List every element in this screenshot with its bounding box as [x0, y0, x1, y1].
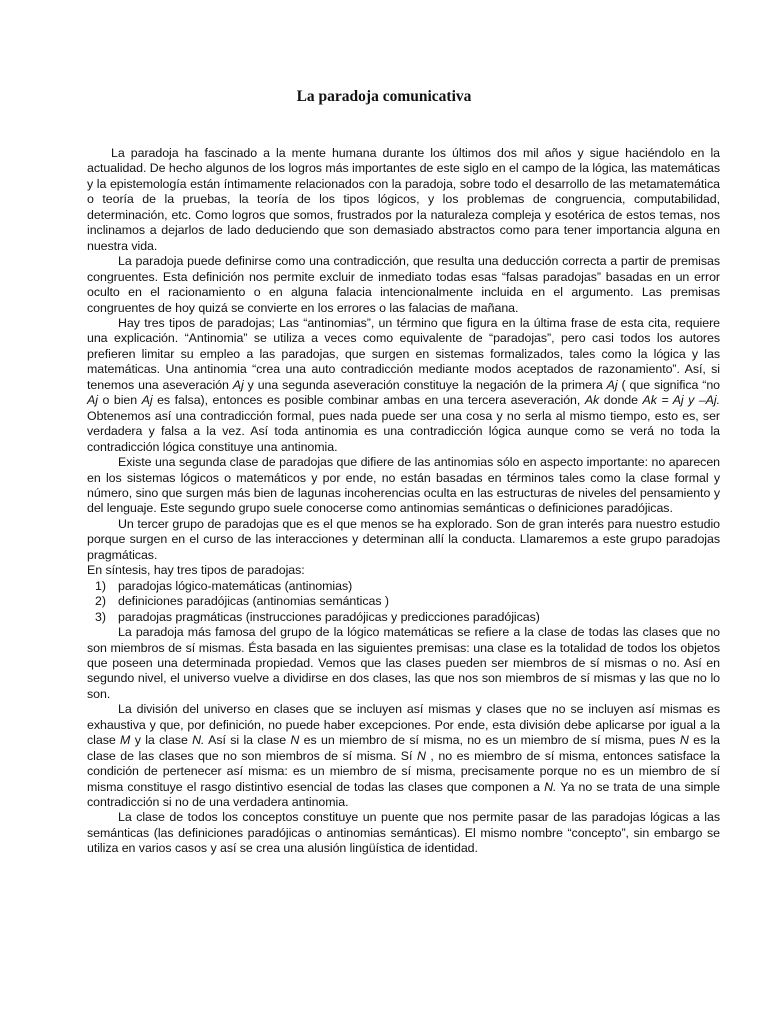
text-span: Ya no se trata de una simple contradicción si no de una verdadera antinomia.: [87, 779, 720, 810]
text-span: , no es miembro de sí misma, entonces satisface la condición de pertenecer así misma: es un miembro de sí misma, precisamente porque no es un miembro de sí misma constituye el rasgo distintivo esencial de todas las clases que componen a: [87, 748, 720, 794]
paragraph-intro: La paradoja ha fascinado a la mente humana durante los últimos dos mil años y sigue haciéndolo en la actualidad. De hecho algunos de los logros más importantes de este siglo en el campo de la lógica, las matemáticas y la epistemología están íntimamente relacionados con la paradoja, sobre todo el desarrollo de las metamatemática o teoría de la pruebas, la teoría de los tipos lógicos, y los problemas de congruencia, computabilidad, determinación, etc. Como logros que somos, frustrados por la naturaleza compleja y esotérica de estos temas, nos inclinamos a dejarlos de lado deduciendo que son demasiado abstractos como para tener importancia alguna en nuestra vida.: [87, 146, 720, 253]
text-span: Hay tres tipos de paradojas; Las “antinomias”, un término que figura en la última frase de esta cita, requiere una explicación. “Antinomia” se utiliza a veces como equivalente de “paradojas”, pero casi todos los autores prefieren limitar su empleo a las paradojas, que surgen en sistemas formalizados, tales como la lógica y las matemáticas. Una antinomia “crea una auto contradicción mediante modos aceptados de razonamiento”. Así, si tenemos una aseveración: [87, 315, 720, 392]
italic-term: M: [120, 733, 131, 748]
italic-term: Aj: [606, 377, 618, 392]
italic-term: Aj: [141, 393, 153, 408]
italic-term: N: [290, 733, 300, 748]
list-number: 2): [95, 594, 106, 609]
italic-formula: Ak = Aj y –Aj.: [642, 393, 720, 408]
text-span: ( que significa “no: [617, 377, 720, 392]
text-span: y una segunda aseveración constituye la negación de la primera: [243, 377, 607, 392]
list-text: paradojas lógico-matemáticas (antinomias): [118, 578, 353, 593]
paragraph-universe-division: [87, 702, 720, 810]
italic-term: N: [679, 733, 689, 748]
list-text: paradojas pragmáticas (instrucciones paradójicas y predicciones paradójicas): [118, 609, 540, 624]
text-span: La división del universo en clases que se incluyen así mismas y clases que no se incluyen así mismas es exhaustiva y que, por definición, no puede haber excepciones. Por ende, esta división debe aplicarse por igual a la clase: [87, 702, 720, 748]
italic-term: N: [416, 748, 426, 763]
text-span: es falsa), entonces es posible combinar ambas en una tercera aseveración,: [152, 393, 585, 408]
paradox-types-list: [87, 579, 720, 625]
text-span: es la clase de las clases que no son miembros de sí misma. Sí: [87, 733, 720, 763]
italic-term: N.: [192, 733, 205, 748]
text-span: o bien: [97, 393, 142, 408]
list-item: [87, 610, 720, 625]
list-text: definiciones paradójicas (antinomias semánticas ): [118, 594, 389, 609]
list-item: [87, 579, 720, 594]
paragraph-definition: La paradoja puede definirse como una contradicción, que resulta una deducción correcta a partir de premisas congruentes. Esta definición nos permite excluir de inmediato todas esas “falsas paradojas” basadas en un error oculto en el racionamiento o en alguna falacia intencionalmente incluida en el argumento. Las premisas congruentes de hoy quizá se convierte en los errores o las falacias de mañana.: [87, 254, 720, 315]
paragraph-concepts: La clase de todos los conceptos constituye un puente que nos permite pasar de las paradojas lógicas a las semánticas (las definiciones paradójicas o antinomias semánticas). El mismo nombre “concepto”, sin embargo se utiliza en varios casos y así se crea una alusión lingüística de identidad.: [87, 810, 720, 856]
paragraph-summary: En síntesis, hay tres tipos de paradojas:: [87, 563, 305, 578]
italic-term: Aj: [87, 393, 98, 408]
paragraph-class-paradox: La paradoja más famosa del grupo de la lógico matemáticas se refiere a la clase de todas las clases que no son miembros de sí mismas. Ésta basada en las siguientes premisas: una clase es la totalidad de todos los objetos que poseen una determinada propiedad. Vemos que las clases pueden ser miembros de sí mismas o no. Así en segundo nivel, el universo vuelve a dividirse en dos clases, las que nos son miembros de sí mismas y las que no lo son.: [87, 625, 720, 701]
paragraph-antinomies: [87, 316, 720, 455]
italic-term: Aj: [232, 377, 244, 392]
list-number: 1): [95, 578, 106, 593]
list-number: 3): [95, 609, 106, 624]
paragraph-semantic: Existe una segunda clase de paradojas que difiere de las antinomias sólo en aspecto importante: no aparecen en los sistemas lógicos o matemáticos y por ende, no están basadas en términos tales como la clase formal y número, sino que surgen más bien de lagunas incoherencias oculta en las estructuras de niveles del pensamiento y del lenguaje. Este segundo grupo suele conocerse como antinomias semánticas o definiciones paradójicas.: [87, 455, 720, 516]
text-span: Obtenemos así una contradicción formal, pues nada puede ser una cosa y no serla al mismo tiempo, esto es, ser verdadera y falsa a la vez. Así toda antinomia es una contradicción lógica aunque como se verá no toda la contradicción lógica constituye una antinomia.: [87, 408, 720, 454]
document-body: [87, 146, 720, 857]
text-span: donde: [599, 393, 643, 408]
italic-term: Ak: [584, 393, 600, 408]
list-item: [87, 594, 720, 609]
text-span: y la clase: [130, 733, 193, 748]
paragraph-pragmatic: Un tercer grupo de paradojas que es el que menos se ha explorado. Son de gran interés para nuestro estudio porque surgen en el curso de las interacciones y determinan allí la conducta. Llamaremos a este grupo paradojas pragmáticas.: [87, 516, 720, 562]
text-span: es un miembro de sí misma, no es un miembro de sí misma, pues: [299, 733, 680, 748]
italic-term: N.: [544, 779, 557, 794]
document-title: La paradoja comunicativa: [296, 88, 472, 105]
text-span: Así si la clase: [204, 733, 291, 748]
